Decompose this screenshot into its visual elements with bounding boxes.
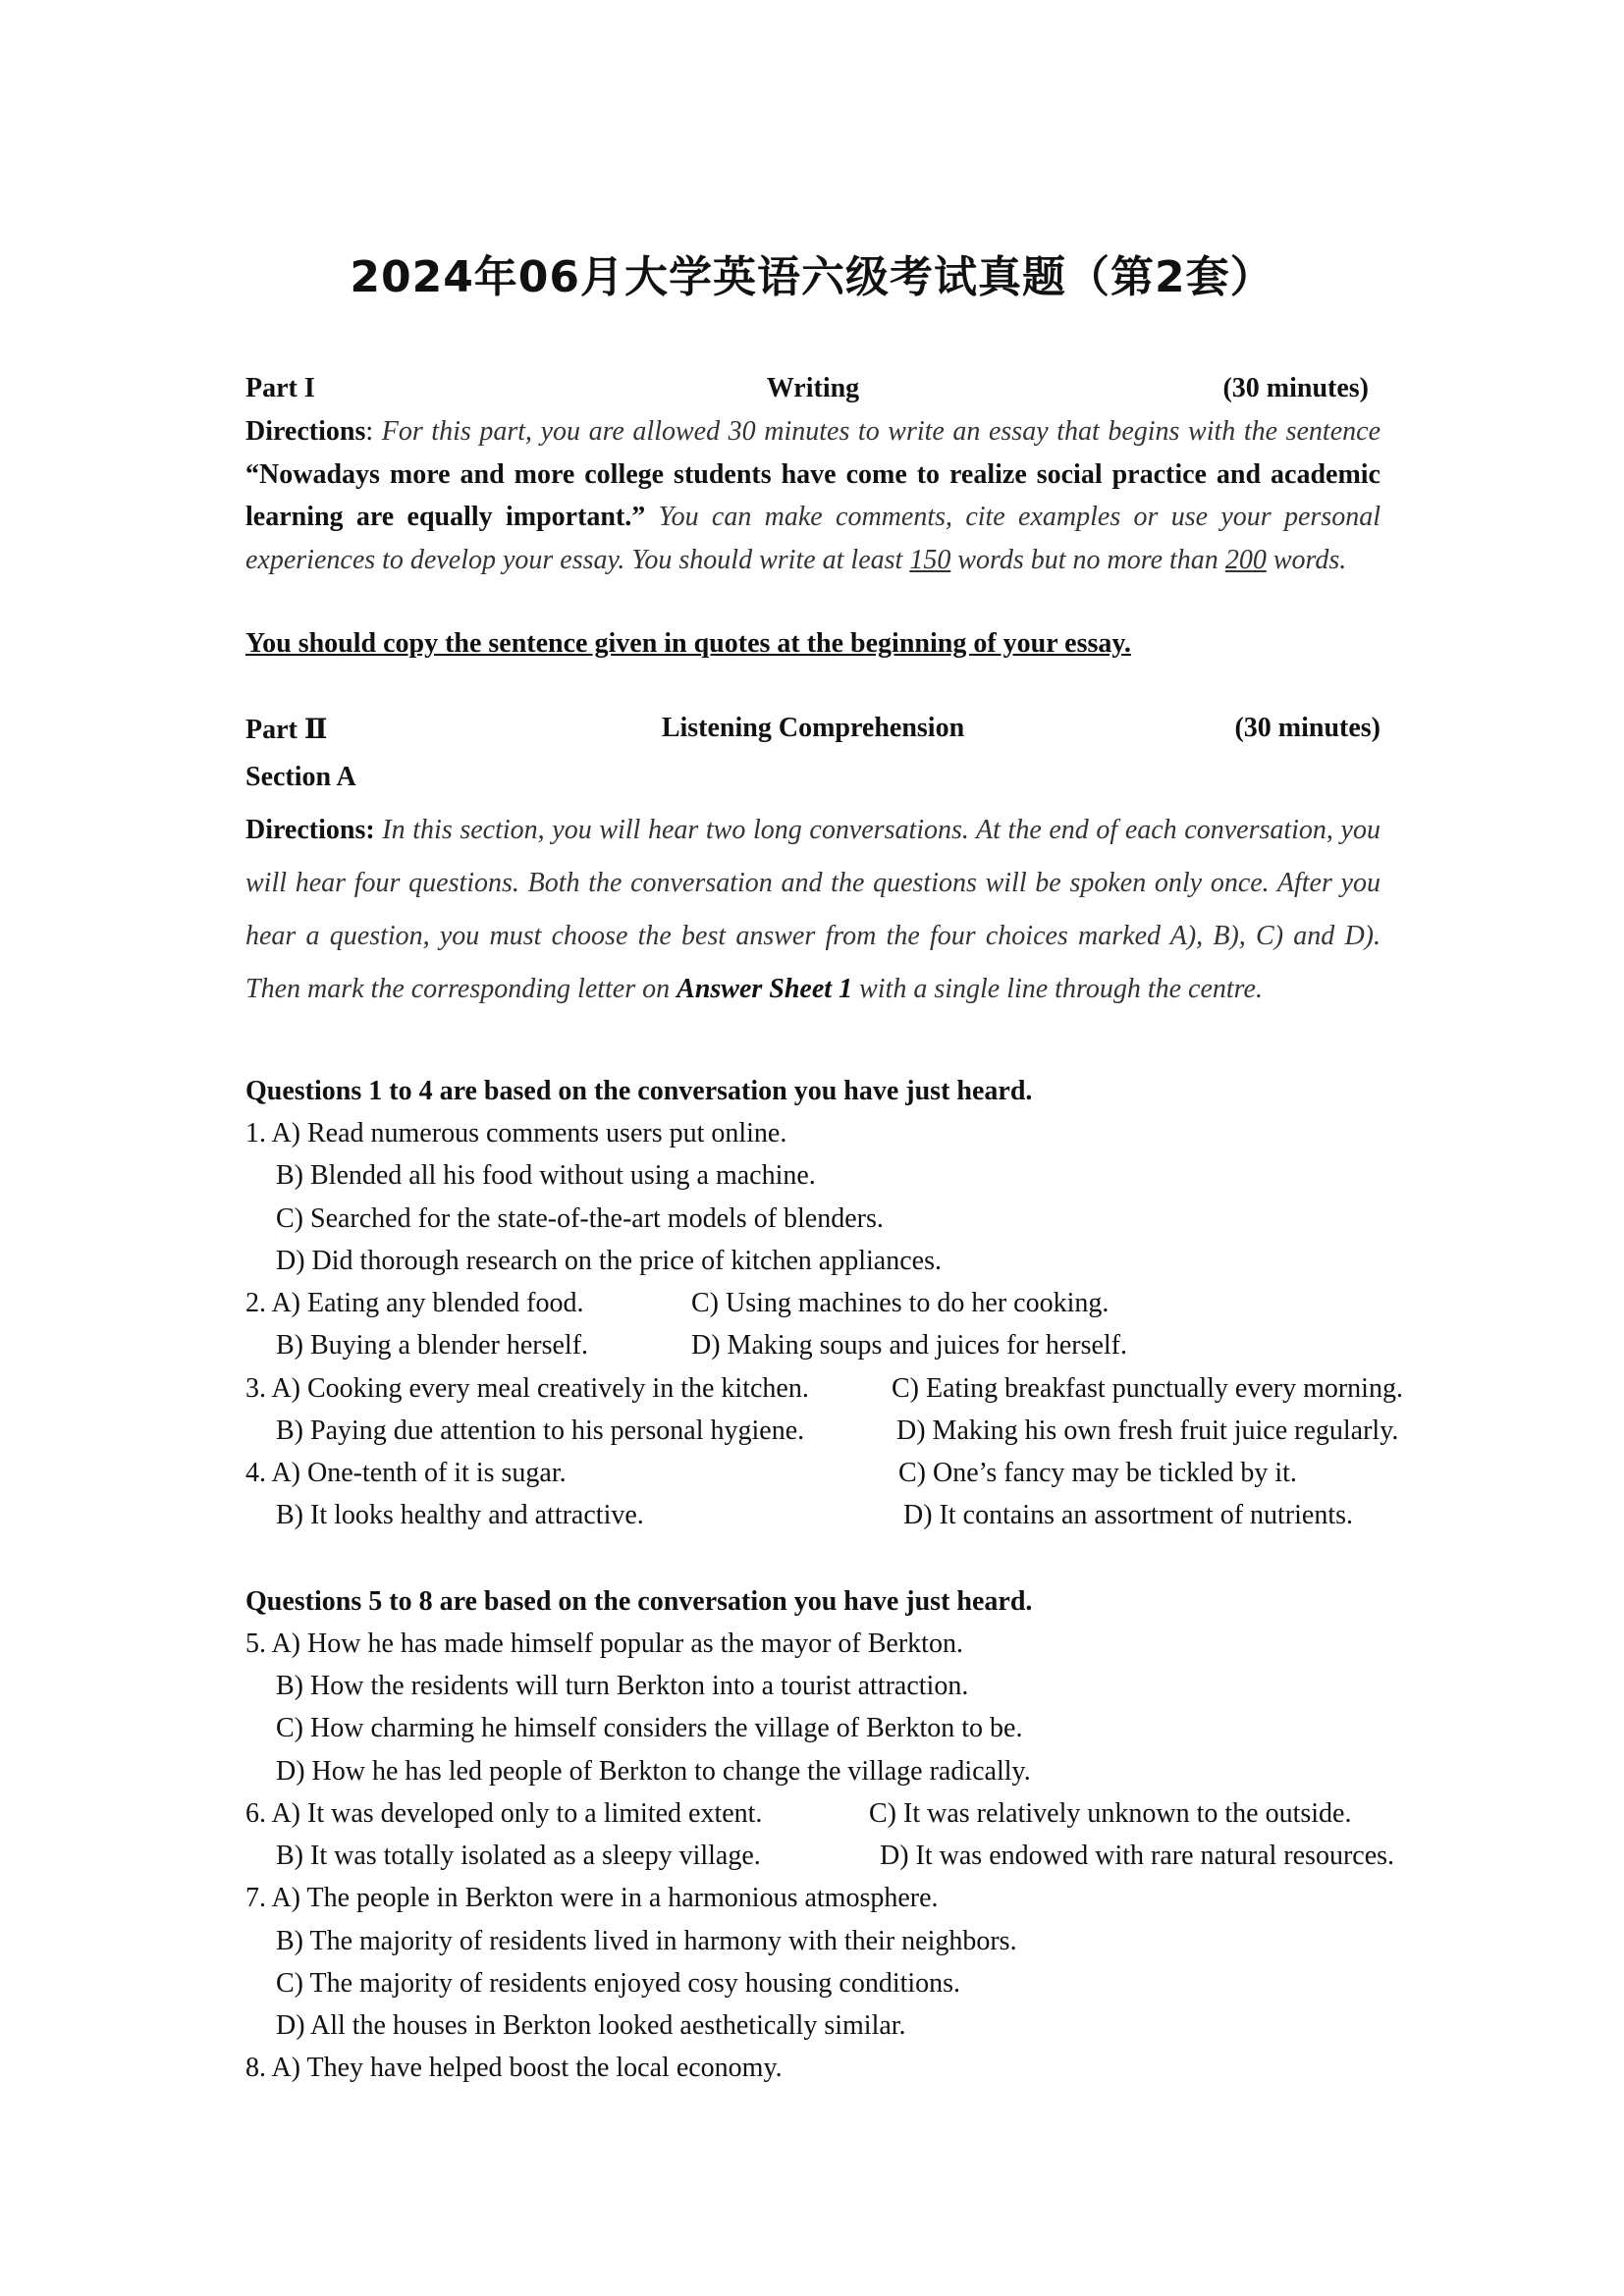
part1-dir-text1: For this part, you are allowed 30 minutes to write an essay that begins with the sentence — [373, 416, 1380, 447]
part2-directions — [245, 804, 1380, 1016]
part2-dir-label: Directions: — [245, 815, 375, 845]
q4-option-d: D) It contains an assortment of nutrients. — [903, 1500, 1354, 1530]
q4-option-b: B) It looks healthy and attractive. — [276, 1500, 644, 1530]
q3-option-d: D) Making his own fresh fruit juice regularly. — [896, 1415, 1399, 1446]
part1-note: You should copy the sentence given in quotes at the beginning of your essay. — [245, 628, 1131, 659]
q2-option-c: C) Using machines to do her cooking. — [691, 1288, 1110, 1318]
q1-option-b: B) Blended all his food without using a machine. — [276, 1160, 816, 1191]
exam-title: 2024年06月大学英语六级考试真题（第2套） — [350, 252, 1274, 302]
q5-option-d: D) How he has led people of Berkton to change the village radically. — [276, 1756, 1031, 1787]
part2-label: Part Ⅱ — [245, 715, 328, 745]
part1-max-words: 200 — [1224, 544, 1267, 575]
q3-option-b: B) Paying due attention to his personal hygiene. — [276, 1415, 805, 1446]
q2-option-a: 2. A) Eating any blended food. — [245, 1288, 584, 1318]
question-group-1: Questions 1 to 4 are based on the conversation you have just heard. — [245, 1076, 1033, 1106]
part1-dir-colon: : — [365, 416, 374, 447]
q8-option-a: 8. A) They have helped boost the local economy. — [245, 2053, 783, 2083]
q5-option-b: B) How the residents will turn Berkton into a tourist attraction. — [276, 1671, 969, 1701]
q4-option-c: C) One’s fancy may be tickled by it. — [898, 1458, 1297, 1488]
q6-option-b: B) It was totally isolated as a sleepy village. — [276, 1841, 761, 1871]
q7-option-d: D) All the houses in Berkton looked aesthetically similar. — [276, 2010, 906, 2041]
part1-dir-text2: You can make comments, cite examples or use your personal experiences to develop your essay. You should write at least — [245, 502, 1380, 575]
q1-option-a: 1. A) Read numerous comments users put online. — [245, 1118, 787, 1148]
part2-name: Listening Comprehension — [661, 713, 965, 743]
q7-option-a: 7. A) The people in Berkton were in a harmonious atmosphere. — [245, 1883, 939, 1913]
answer-sheet-ref: Answer Sheet 1 — [677, 974, 853, 1004]
part1-time: (30 minutes) — [1222, 373, 1369, 403]
part1-min-words: 150 — [909, 544, 951, 575]
q3-option-c: C) Eating breakfast punctually every morning. — [892, 1373, 1403, 1404]
part1-name: Writing — [766, 373, 860, 403]
part1-label: Part I — [245, 373, 315, 403]
q3-option-a: 3. A) Cooking every meal creatively in the kitchen. — [245, 1373, 809, 1404]
part1-header — [245, 373, 1380, 408]
part1-directions — [245, 410, 1380, 581]
part2-dir-text2: with a single line through the centre. — [852, 974, 1263, 1004]
part1-dir-quote: “Nowadays more and more college students have come to realize social practice and academic learning are equally important.” — [245, 458, 1380, 532]
q6-option-a: 6. A) It was developed only to a limited extent. — [245, 1798, 763, 1829]
part1-dir-text3: words but no more than — [950, 544, 1225, 575]
part2-time: (30 minutes) — [1234, 713, 1380, 743]
part2-header — [245, 713, 1380, 748]
q7-option-b: B) The majority of residents lived in harmony with their neighbors. — [276, 1926, 1017, 1956]
q7-option-c: C) The majority of residents enjoyed cosy housing conditions. — [276, 1968, 961, 1999]
q5-option-c: C) How charming he himself considers the village of Berkton to be. — [276, 1713, 1023, 1743]
q6-option-d: D) It was endowed with rare natural resources. — [880, 1841, 1395, 1871]
question-group-2: Questions 5 to 8 are based on the conversation you have just heard. — [245, 1586, 1033, 1617]
part2-section: Section A — [245, 762, 356, 792]
part2-dir-text1: In this section, you will hear two long conversations. At the end of each conversation, you will hear four questions. Both the conversation and the questions will be spoken only once. After you hear a question, you must choose the best answer from the four choices marked A), B), C) and D). Then mark the corresponding letter on — [245, 815, 1380, 1004]
q4-option-a: 4. A) One-tenth of it is sugar. — [245, 1458, 567, 1488]
q2-option-d: D) Making soups and juices for herself. — [691, 1330, 1128, 1361]
q1-option-d: D) Did thorough research on the price of kitchen appliances. — [276, 1246, 942, 1276]
q6-option-c: C) It was relatively unknown to the outside. — [869, 1798, 1352, 1829]
q5-option-a: 5. A) How he has made himself popular as the mayor of Berkton. — [245, 1629, 963, 1659]
q1-option-c: C) Searched for the state-of-the-art models of blenders. — [276, 1203, 884, 1234]
part1-dir-label: Directions — [245, 416, 366, 447]
part1-dir-text4: words. — [1266, 544, 1347, 575]
q2-option-b: B) Buying a blender herself. — [276, 1330, 589, 1361]
